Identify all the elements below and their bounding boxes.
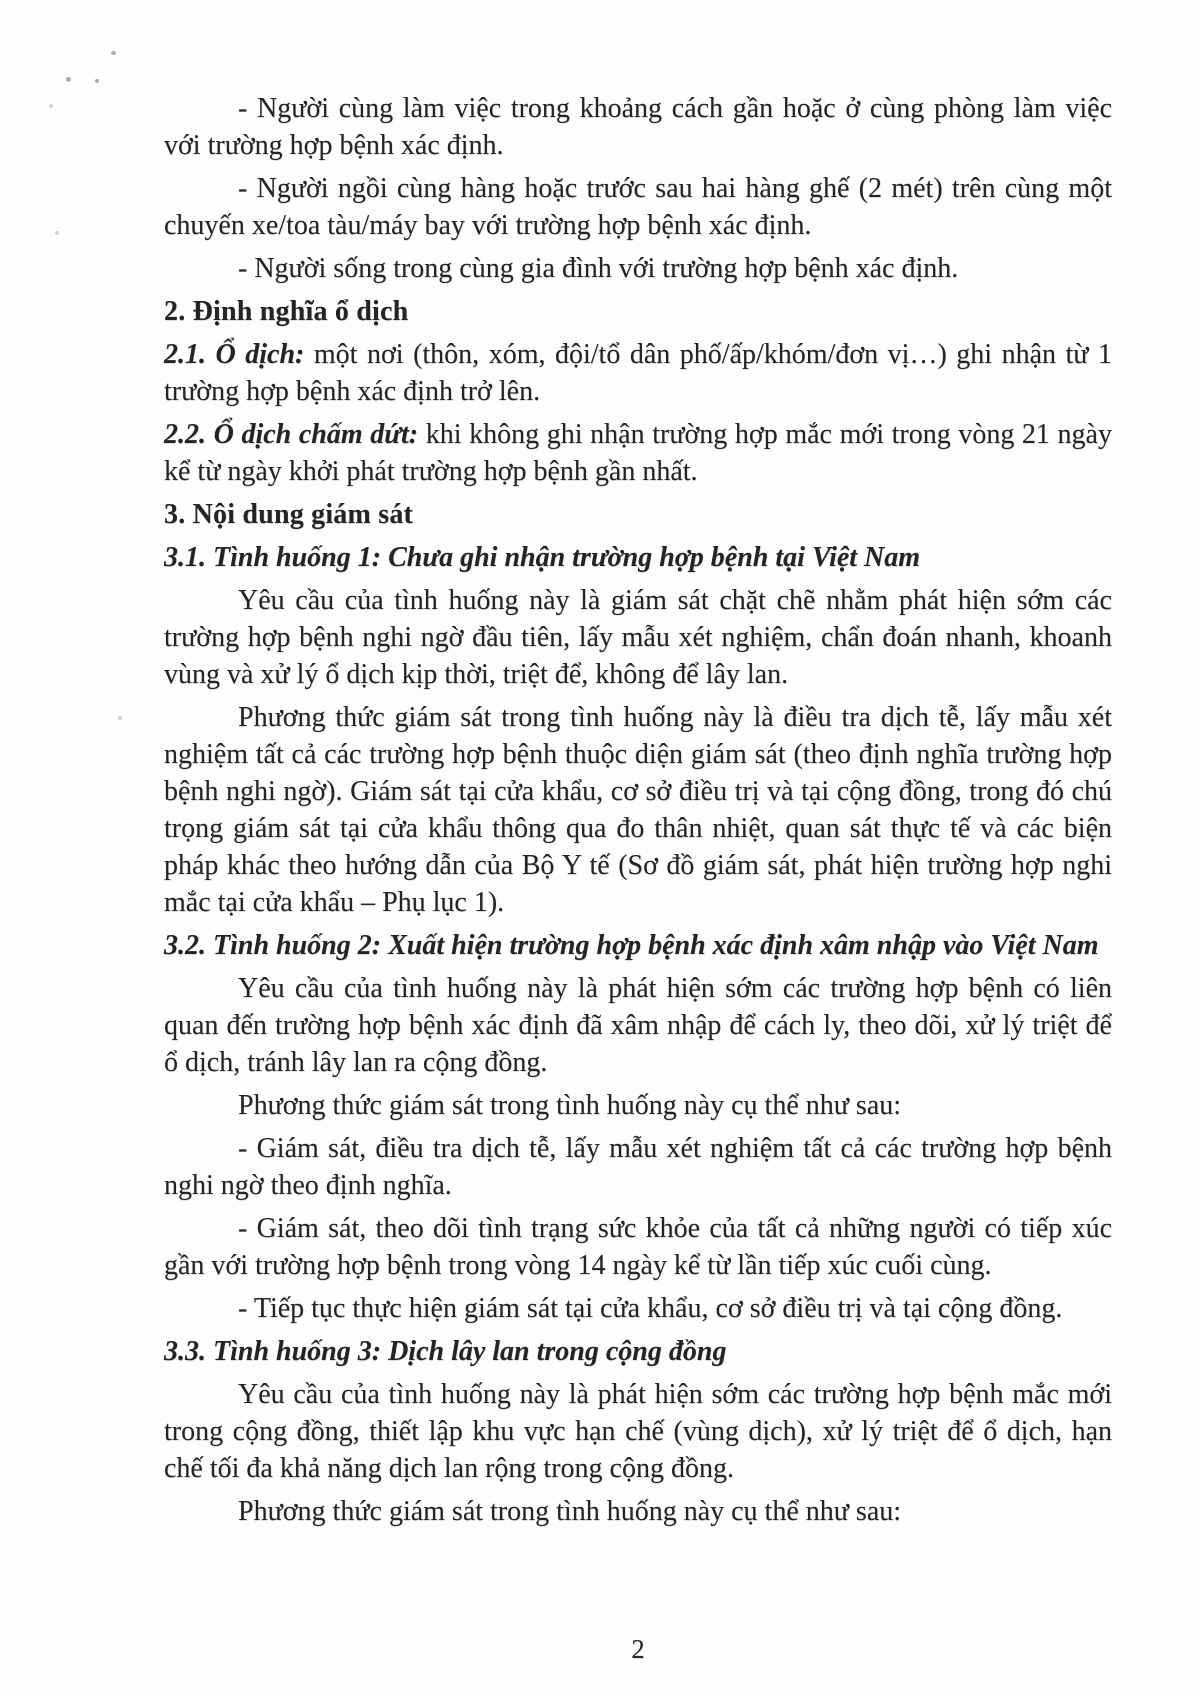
section-heading: 2. Định nghĩa ổ dịch bbox=[164, 296, 409, 327]
body-paragraph: Yêu cầu của tình huống này là phát hiện sớm các trường hợp bệnh mắc mới trong cộng đồng, thiết lập khu vực hạn chế (vùng dịch), xử lý triệt để ổ dịch, hạn chế tối đa khả năng dịch lan rộng trong cộng đồng. bbox=[164, 1379, 1112, 1484]
definition-text: khi không ghi nhận trường hợp mắc mới trong vòng 21 ngày kể từ ngày khởi phát trường hợp bệnh gần nhất. bbox=[164, 419, 1112, 487]
bullet-item: - Giám sát, theo dõi tình trạng sức khỏe của tất cả những người có tiếp xúc gần với trường hợp bệnh trong vòng 14 ngày kể từ lần tiếp xúc cuối cùng. bbox=[164, 1213, 1112, 1281]
body-paragraph: Phương thức giám sát trong tình huống này cụ thể như sau: bbox=[238, 1496, 902, 1527]
scenario-heading: 3.2. Tình huống 2: Xuất hiện trường hợp bệnh xác định xâm nhập vào Việt Nam bbox=[164, 930, 1099, 961]
definition-item bbox=[164, 336, 1112, 410]
definition-term: 2.2. Ổ dịch chấm dứt: bbox=[164, 419, 419, 450]
page-number: 2 bbox=[631, 1634, 645, 1664]
scan-speck bbox=[66, 77, 71, 82]
scan-speck bbox=[95, 79, 99, 83]
body-paragraph: Yêu cầu của tình huống này là phát hiện sớm các trường hợp bệnh có liên quan đến trường hợp bệnh xác định đã xâm nhập để cách ly, theo dõi, xử lý triệt để ổ dịch, tránh lây lan ra cộng đồng. bbox=[164, 973, 1112, 1078]
section-heading: 3. Nội dung giám sát bbox=[164, 499, 414, 530]
body-paragraph: Yêu cầu của tình huống này là giám sát chặt chẽ nhằm phát hiện sớm các trường hợp bệnh nghi ngờ đầu tiên, lấy mẫu xét nghiệm, chẩn đoán nhanh, khoanh vùng và xử lý ổ dịch kịp thời, triệt để, không để lây lan. bbox=[164, 585, 1112, 690]
scenario-heading: 3.3. Tình huống 3: Dịch lây lan trong cộng đồng bbox=[164, 1336, 727, 1367]
bullet-item: - Người ngồi cùng hàng hoặc trước sau hai hàng ghế (2 mét) trên cùng một chuyến xe/toa tàu/máy bay với trường hợp bệnh xác định. bbox=[164, 173, 1112, 241]
scenario-heading: 3.1. Tình huống 1: Chưa ghi nhận trường hợp bệnh tại Việt Nam bbox=[164, 542, 921, 573]
document-body bbox=[164, 90, 1112, 1536]
scan-speck bbox=[111, 51, 116, 55]
definition-item bbox=[164, 416, 1112, 490]
body-paragraph: Phương thức giám sát trong tình huống này là điều tra dịch tễ, lấy mẫu xét nghiệm tất cả các trường hợp bệnh thuộc diện giám sát (theo định nghĩa trường hợp bệnh nghi ngờ). Giám sát tại cửa khẩu, cơ sở điều trị và tại cộng đồng, trong đó chú trọng giám sát tại cửa khẩu thông qua đo thân nhiệt, quan sát thực tế và các biện pháp khác theo hướng dẫn của Bộ Y tế (Sơ đồ giám sát, phát hiện trường hợp nghi mắc tại cửa khẩu – Phụ lục 1). bbox=[164, 702, 1112, 918]
scan-speck bbox=[49, 104, 53, 108]
bullet-item: - Người sống trong cùng gia đình với trường hợp bệnh xác định. bbox=[238, 253, 959, 284]
definition-term: 2.1. Ổ dịch: bbox=[164, 339, 305, 370]
scan-speck bbox=[118, 716, 122, 720]
definition-text: một nơi (thôn, xóm, đội/tổ dân phố/ấp/khóm/đơn vị…) ghi nhận từ 1 trường hợp bệnh xác định trở lên. bbox=[164, 339, 1112, 407]
scan-speck bbox=[55, 231, 59, 235]
bullet-item: - Tiếp tục thực hiện giám sát tại cửa khẩu, cơ sở điều trị và tại cộng đồng. bbox=[238, 1293, 1063, 1324]
bullet-item: - Người cùng làm việc trong khoảng cách gần hoặc ở cùng phòng làm việc với trường hợp bệnh xác định. bbox=[164, 93, 1112, 161]
bullet-item: - Giám sát, điều tra dịch tễ, lấy mẫu xét nghiệm tất cả các trường hợp bệnh nghi ngờ theo định nghĩa. bbox=[164, 1133, 1112, 1201]
body-paragraph: Phương thức giám sát trong tình huống này cụ thể như sau: bbox=[238, 1090, 902, 1121]
